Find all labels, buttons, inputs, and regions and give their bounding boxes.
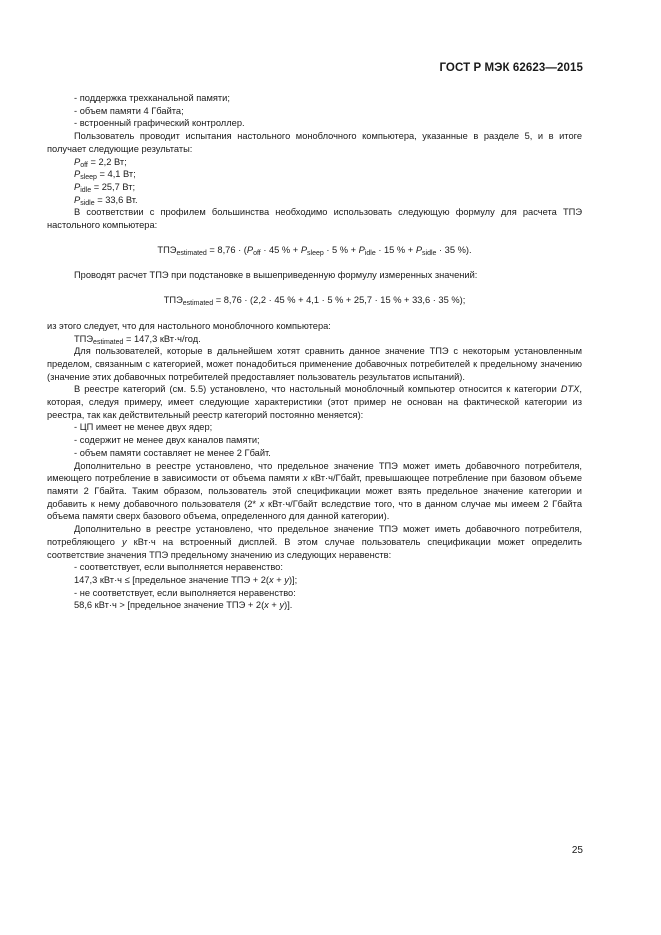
- page-number: 25: [571, 845, 583, 856]
- substitution-paragraph: Проводят расчет ТПЭ при подстановке в вышеприведенную формулу измеренных значений:: [74, 270, 478, 281]
- list-item: - ЦП имеет не менее двух ядер;: [74, 422, 213, 433]
- document-body: [47, 92, 582, 612]
- profile-paragraph: В соответствии с профилем большинства необходимо использовать следующую формулу для расчета ТПЭ настольного компьютера:: [47, 207, 582, 231]
- condition-nomatch-label: - не соответствует, если выполняется неравенство:: [74, 587, 296, 598]
- list-item: - содержит не менее двух каналов памяти;: [74, 435, 260, 446]
- calculation-equation: $ТПЭ_{estimated} = 8,76 \cdot (2,2 \cdot 45$ % + 4,1 · 5 % + 25,7 · 15 % + 33,6 · 35 %);: [163, 295, 466, 308]
- condition-nomatch-inequality: 58,6 кВт·ч > [предельное значение ТПЭ + 2(x + y)].: [74, 600, 293, 611]
- list-item: - объем памяти 4 Гбайта;: [74, 105, 184, 116]
- memory-paragraph: Дополнительно в реестре установлено, что предельное значение ТПЭ может иметь добавочного потребителя, имеющего потребление в зависимости от объема памяти x кВт·ч/Гбайт, превышающее потребление при базовом объеме памяти 2 Гбайта. Таким образом, пользователь этой спецификации может взять предельное значение категории и добавить к нему добавочного пользователя (2* x кВт·ч/Гбайт вследствие того, что в данном случае мы имеем 2 Гбайта объема памяти сверх базового объема, определенного для данной категории).: [47, 460, 582, 522]
- condition-match-label: - соответствует, если выполняется неравенство:: [74, 562, 283, 573]
- result-value-line: $ТПЭ_{estimated} = 147,3$ кВт·ч/год.: [74, 333, 201, 346]
- result-line: $P_{sleep} = 4,1$ Вт;: [74, 169, 136, 182]
- list-item: - встроенный графический контроллер.: [74, 118, 245, 129]
- result-line: $P_{idle} = 25,7$ Вт;: [74, 181, 136, 194]
- formula-equation: $ТПЭ_{estimated} = 8,76 \cdot (P_{off} \cdot 45$ % + $P_{sleep} \cdot 5$ % + $P_{idle} \cdot 15$ % + $P_{sidle} \cdot 35$ %).: [157, 244, 472, 257]
- list-item: - объем памяти составляет не менее 2 Гбайт.: [74, 447, 271, 458]
- conclusion-paragraph: из этого следует, что для настольного моноблочного компьютера:: [47, 320, 331, 331]
- users-paragraph: Для пользователей, которые в дальнейшем хотят сравнить данное значение ТПЭ с некоторым установленным пределом, связанным с категорией, может понадобиться применение добавочных потребителей к предельному значению (значение этих добавочных потребителей предоставляет пользователь результатов испытаний).: [47, 346, 582, 382]
- result-line: $P_{sidle} = 33,6$ Вт.: [74, 194, 138, 207]
- display-paragraph: Дополнительно в реестре установлено, что предельное значение ТПЭ может иметь добавочного потребителя, потребляющего y кВт·ч на встроенный дисплей. В этом случае пользователь спецификации может определить соответствие значения ТПЭ предельному значению из следующих неравенств:: [47, 524, 582, 560]
- condition-match-inequality: 147,3 кВт·ч ≤ [предельное значение ТПЭ + 2(x + y)];: [74, 574, 298, 585]
- standard-header: ГОСТ Р МЭК 62623—2015: [439, 62, 583, 74]
- list-item: - поддержка трехканальной памяти;: [74, 93, 230, 103]
- result-line: $P_{off} = 2,2$ Вт;: [74, 156, 127, 169]
- test-intro-paragraph: Пользователь проводит испытания настольного моноблочного компьютера, указанные в разделе 5, и в итоге получает следующие результаты:: [47, 131, 582, 154]
- registry-paragraph: В реестре категорий (см. 5.5) установлено, что настольный моноблочный компьютер относится к категории DTX, которая, следуя примеру, имеет следующие характеристики (этот пример не основан на фактической категории из реестра, так как действительный реестр категорий постоянно меняется):: [47, 384, 582, 420]
